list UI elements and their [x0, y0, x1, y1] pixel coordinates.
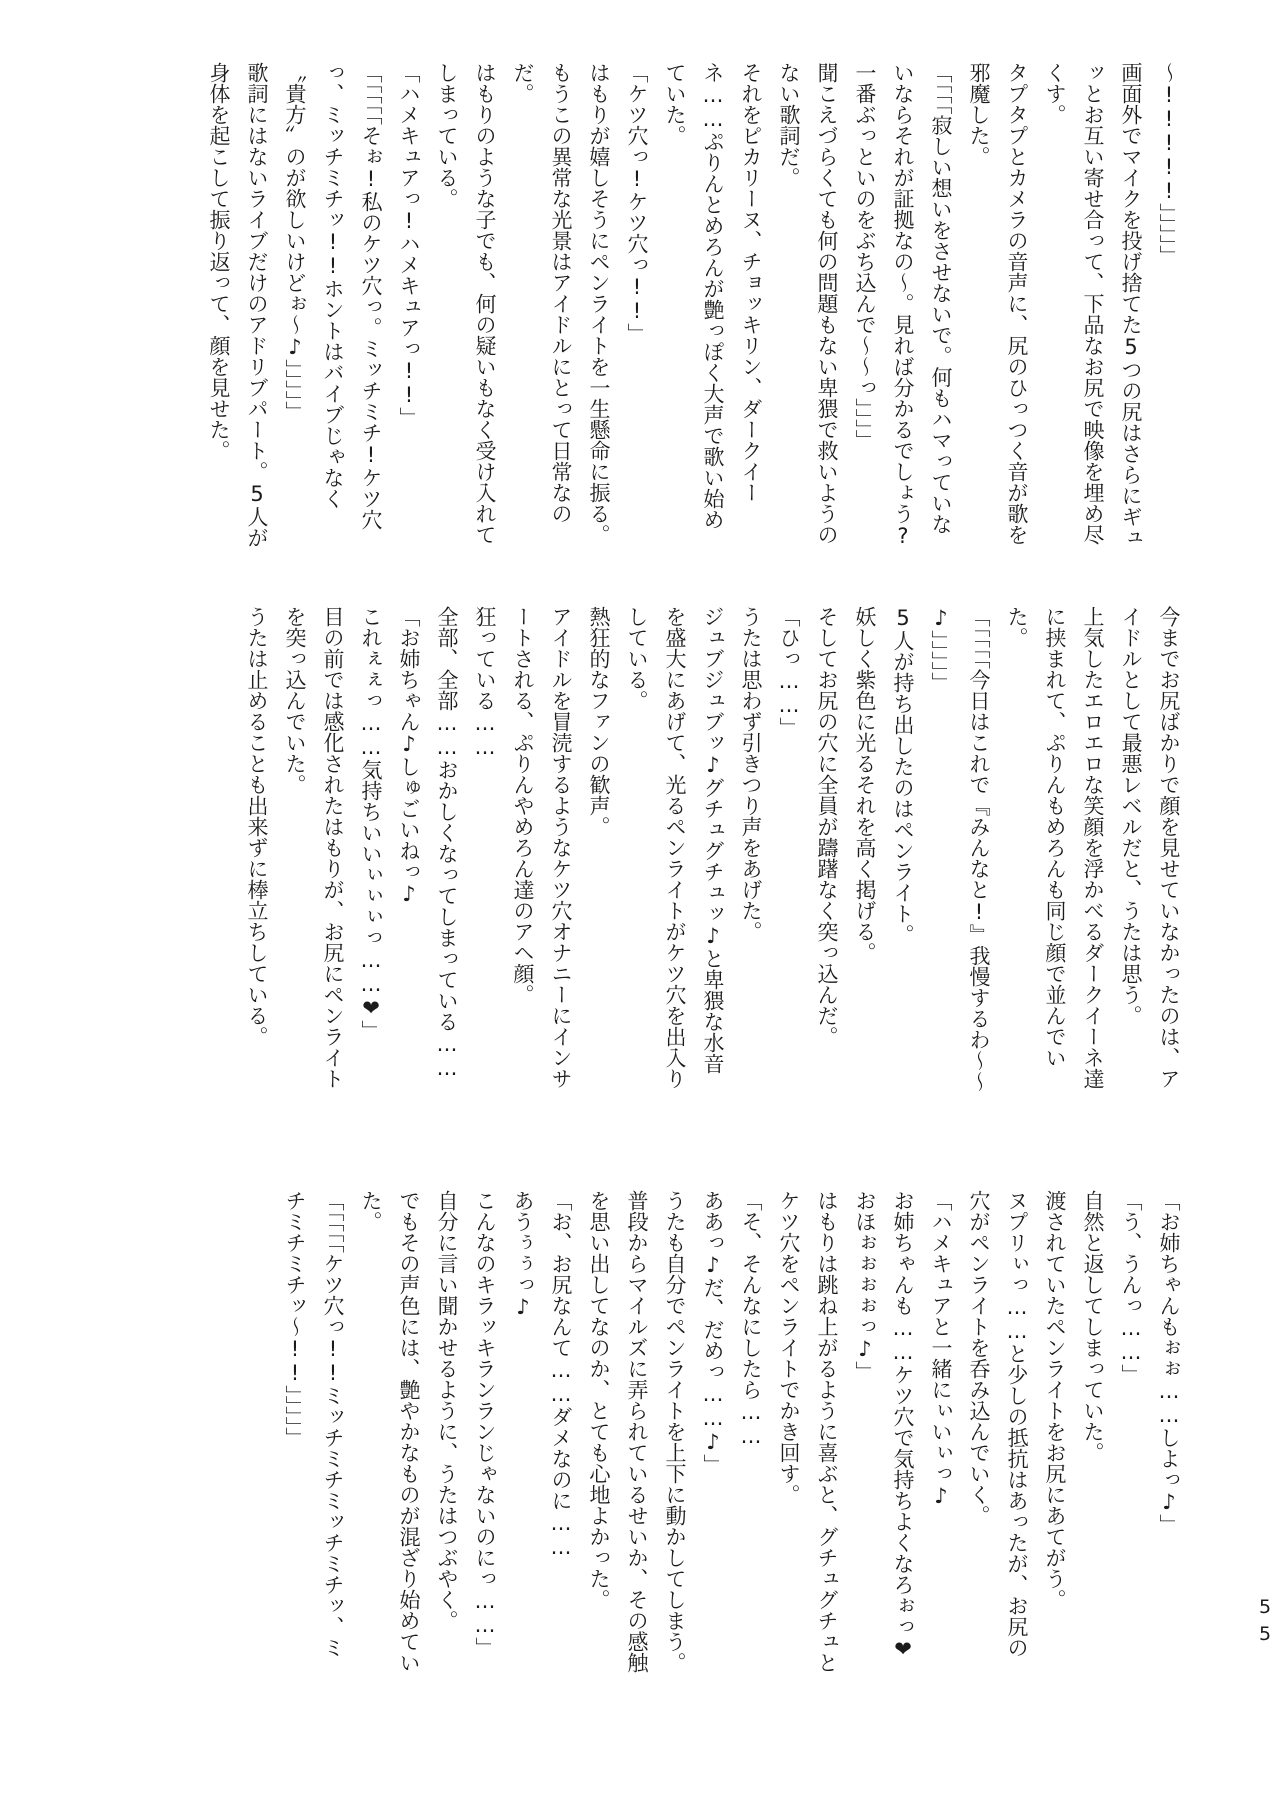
- text-paragraph: 「ひっ……」: [777, 606, 801, 738]
- text-paragraph: はもりのような子でも、何の疑いもなく受け入れてしまっている。: [435, 62, 497, 545]
- text-paragraph: ヌプリぃっ……と少しの抵抗はあったが、お尻の穴がペンライトを呑み込んでいく。: [967, 1190, 1029, 1658]
- text-paragraph: もうこの異常な光景はアイドルにとって日常なのだ。: [511, 62, 573, 524]
- text-paragraph: 歌詞にはないライブだけのアドリブパート。5人が身体を起こして振り返って、顔を見せた。: [207, 62, 269, 548]
- text-paragraph: 「お姉ちゃんもぉぉ……しよっ♪」: [1157, 1190, 1181, 1535]
- text-paragraph: 今までお尻ばかりで顔を見せていなかったのは、アイドルとして最悪レベルだと、うたは思う。: [1119, 606, 1181, 1089]
- text-paragraph: 5人が持ち出したのはペンライト。: [891, 606, 915, 945]
- text-paragraph: 「お姉ちゃん♪しゅごいねっ♪ これぇぇっ……気持ちいいぃぃぃっ……❤」: [359, 606, 421, 1041]
- text-paragraph: 妖しく紫色に光るそれを高く掲げる。: [853, 606, 877, 963]
- text-paragraph: 自分に言い聞かせるように、うたはつぶやく。: [435, 1190, 459, 1631]
- text-band-middle: [38, 606, 1188, 1094]
- text-paragraph: 「「「「「ケツ穴っ!!ミッチミチミッチミチッ、ミチミチミチッ～!!」」」」」: [283, 1190, 345, 1658]
- text-paragraph: うたは止めることも出来ずに棒立ちしている。: [245, 606, 269, 1047]
- text-paragraph: 自然と返してしまっていた。: [1081, 1190, 1105, 1463]
- text-paragraph: 「「「「「そぉ!私のケツ穴っ。ミッチミチ!ケツ穴っ、ミッチミチッ!!ホントはバイブじゃなく〝貴方〟のが欲しいけどぉ～♪」」」」」: [283, 62, 383, 530]
- text-paragraph: 普段からマイルズに弄られているせいか、その感触を思い出してなのか、とても心地よかった。: [587, 1190, 649, 1673]
- text-paragraph: ジュブジュブッ♪グチュグチュッ♪と卑猥な水音を盛大にあげて、光るペンライトがケツ穴を出入りしている。: [625, 606, 725, 1089]
- text-paragraph: 目の前では感化されたはもりが、お尻にペンライトを突っ込んでいた。: [283, 606, 345, 1089]
- text-paragraph: 画面外でマイクを投げ捨てた5つの尻はさらにギュッとお互い寄せ合って、下品なお尻で映像を埋め尽くす。: [1043, 62, 1143, 548]
- text-paragraph: それをピカリーヌ、チョッキリン、ダークイーネ……ぷりんとめろんが艶っぽく大声で歌い始めていた。: [663, 62, 763, 530]
- text-band-bottom: [38, 1190, 1188, 1678]
- text-paragraph: 「ハメキュアと一緒にぃいぃっ♪ お姉ちゃんも……ケツ穴で気持ちよくなろぉっ❤おほぉぉぉぉっ♪」: [853, 1190, 953, 1661]
- text-paragraph: 狂っている……: [473, 606, 497, 759]
- text-paragraph: 「「「「「今日はこれで『みんなと!』我慢するわ～～♪」」」」」: [929, 606, 991, 1092]
- page-number: 55: [1254, 1596, 1276, 1650]
- text-paragraph: でもその声色には、艶やかなものが混ざり始めていた。: [359, 1190, 421, 1673]
- text-paragraph: アイドルを冒涜するようなケツ穴オナニーにインサートされる、ぷりんやめろん達のアヘ顔。: [511, 606, 573, 1089]
- text-paragraph: 「う、うんっ……」: [1119, 1190, 1143, 1385]
- text-paragraph: 「ケツ穴っ!ケツ穴っ!!」: [625, 62, 649, 344]
- text-paragraph: 熱狂的なファンの歓声。: [587, 606, 611, 837]
- text-paragraph: うたも自分でペンライトを上下に動かしてしまう。: [663, 1190, 687, 1673]
- text-paragraph: 渡されていたペンライトをお尻にあてがう。: [1043, 1190, 1067, 1610]
- text-paragraph: うたは思わず引きつり声をあげた。: [739, 606, 763, 942]
- text-paragraph: 「お、お尻なんて……ダメなのに…… あうぅぅっ♪ こんなのキラッキランランじゃないのにっ……」: [473, 1190, 573, 1658]
- text-paragraph: 上気したエロエロな笑顔を浮かべるダークイーネ達に挟まれて、ぷりんもめろんも同じ顔で並んでいた。: [1005, 606, 1105, 1089]
- text-paragraph: タプタプとカメラの音声に、尻のひっつく音が歌を邪魔した。: [967, 62, 1029, 545]
- text-paragraph: はもりは跳ね上がるように喜ぶと、グチュグチュとケツ穴をペンライトでかき回す。: [777, 1190, 839, 1673]
- text-band-top: [38, 62, 1188, 550]
- text-paragraph: そしてお尻の穴に全員が躊躇なく突っ込んだ。: [815, 606, 839, 1047]
- text-paragraph: 「「「「寂しい想いをさせないで。何もハマっていないならそれが証拠なの～。見れば分かるでしょう?一番ぶっといのをぶち込んで～～っ」」」」: [853, 62, 953, 548]
- text-paragraph: 聞こえづらくても何の問題もない卑猥で救いようのない歌詞だ。: [777, 62, 839, 545]
- text-paragraph: ～!!!!!」」」」」: [1157, 62, 1181, 266]
- text-paragraph: 「ハメキュアっ!ハメキュアっ!!」: [397, 62, 421, 428]
- text-paragraph: 全部、全部……おかしくなってしまっている……: [435, 606, 459, 1080]
- text-paragraph: はもりが嬉しそうにペンライトを一生懸命に振る。: [587, 62, 611, 545]
- text-paragraph: 「そ、そんなにしたら…… ああっ♪だ、だめっ……♪」: [701, 1190, 763, 1475]
